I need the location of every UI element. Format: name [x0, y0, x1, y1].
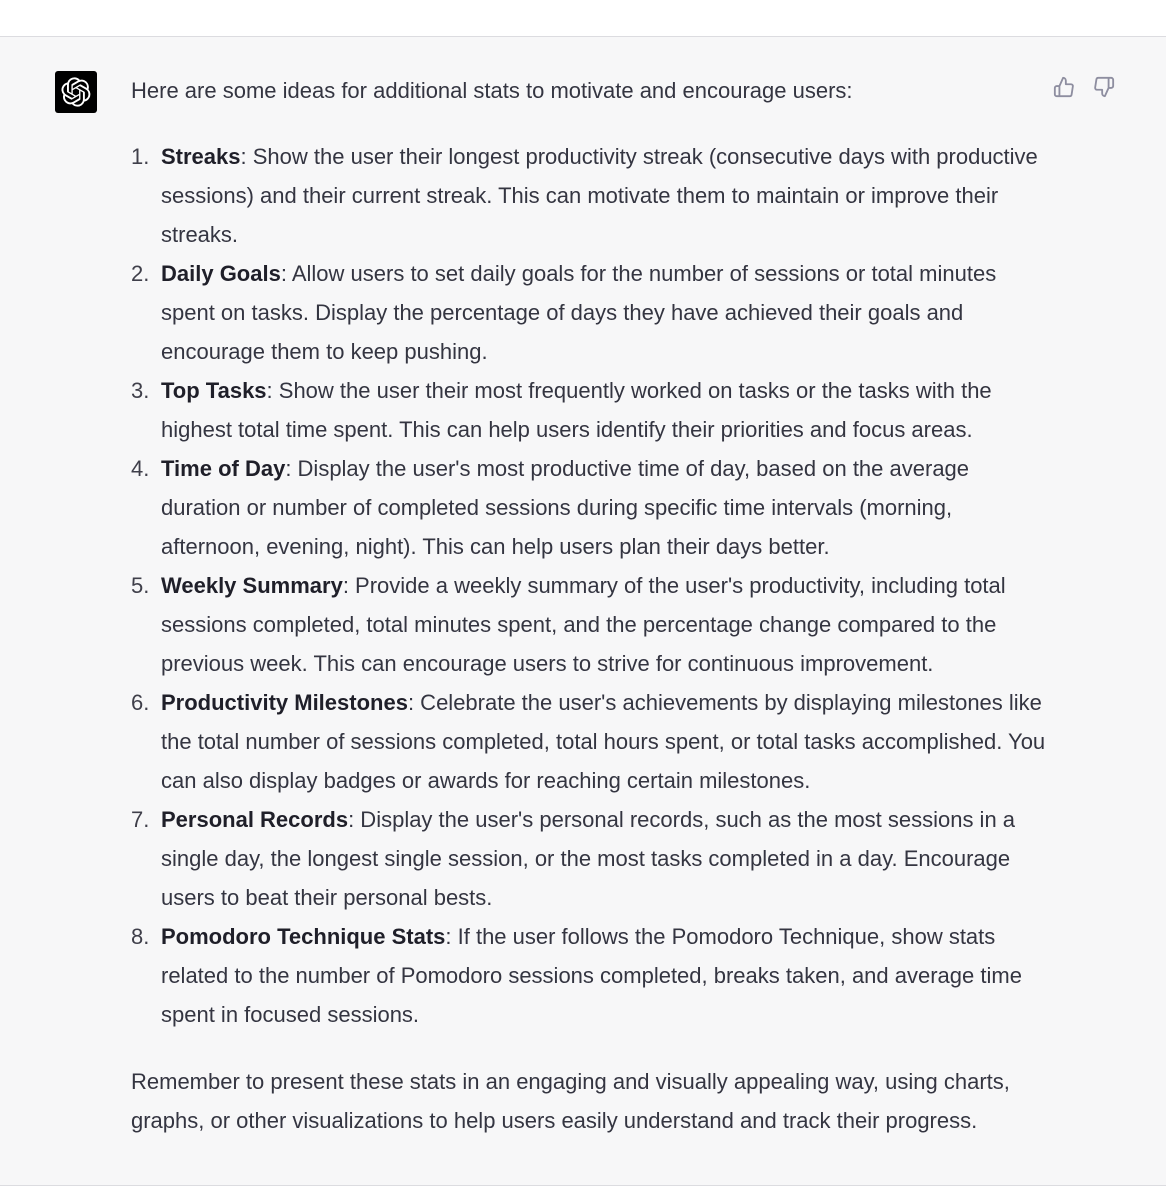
list-item-text: : Display the user's most productive time of day, based on the average duration or number of completed sessions during specific time intervals (morning, afternoon, evening, night). This can help users plan their days better.	[161, 456, 970, 559]
list-item	[131, 449, 1046, 566]
list-item-number: 3.	[131, 378, 150, 403]
message-intro: Here are some ideas for additional stats to motivate and encourage users:	[131, 78, 853, 103]
list-item-number: 6.	[131, 690, 150, 715]
top-spacer	[0, 0, 1166, 36]
list-item	[131, 566, 1046, 683]
list-item-text: : Display the user's personal records, such as the most sessions in a single day, the longest single session, or the most tasks completed in a day. Encourage users to beat their personal bests.	[161, 807, 1016, 910]
list-item-number: 7.	[131, 807, 150, 832]
list-item-text: : Show the user their most frequently worked on tasks or the tasks with the highest total time spent. This can help users identify their priorities and focus areas.	[161, 378, 992, 442]
list-item-number: 5.	[131, 573, 150, 598]
list-item-text: : Allow users to set daily goals for the number of sessions or total minutes spent on tasks. Display the percentage of days they have achieved their goals and encourage them to keep pushing.	[161, 261, 997, 364]
list-item	[131, 254, 1046, 371]
list-item-text: : Provide a weekly summary of the user's productivity, including total sessions completed, total minutes spent, and the percentage change compared to the previous week. This can encourage users to strive for continuous improvement.	[161, 573, 1006, 676]
list-item	[131, 917, 1046, 1034]
thumbs-down-icon	[1093, 76, 1115, 98]
list-item-title: Streaks	[161, 144, 241, 169]
list-item-number: 2.	[131, 261, 150, 286]
list-item-text: : Celebrate the user's achievements by displaying milestones like the total number of sessions completed, total hours spent, or total tasks accomplished. You can also display badges or awards for reaching certain milestones.	[161, 690, 1046, 793]
thumbs-up-button[interactable]	[1052, 75, 1076, 99]
feedback-buttons	[1052, 75, 1116, 99]
list-item-number: 4.	[131, 456, 150, 481]
bottom-spacer	[0, 1186, 1166, 1200]
list-item-number: 1.	[131, 144, 150, 169]
ideas-list	[131, 137, 1046, 1034]
list-item-title: Time of Day	[161, 456, 286, 481]
thumbs-up-icon	[1053, 76, 1075, 98]
list-item-title: Daily Goals	[161, 261, 281, 286]
thumbs-down-button[interactable]	[1092, 75, 1116, 99]
list-item-text: : Show the user their longest productivity streak (consecutive days with productive sessions) and their current streak. This can motivate them to maintain or improve their streaks.	[161, 144, 1038, 247]
list-item	[131, 683, 1046, 800]
openai-logo-icon	[61, 77, 91, 107]
list-item-number: 8.	[131, 924, 150, 949]
assistant-avatar	[55, 71, 97, 113]
list-item-title: Personal Records	[161, 807, 349, 832]
assistant-message	[0, 36, 1166, 1186]
list-item-title: Productivity Milestones	[161, 690, 408, 715]
message-outro: Remember to present these stats in an engaging and visually appealing way, using charts, graphs, or other visualizations to help users easily understand and track their progress.	[131, 1069, 1010, 1133]
message-content	[131, 71, 1046, 1140]
list-item-text: : If the user follows the Pomodoro Technique, show stats related to the number of Pomodoro sessions completed, breaks taken, and average time spent in focused sessions.	[161, 924, 1022, 1027]
list-item	[131, 137, 1046, 254]
list-item-title: Pomodoro Technique Stats	[161, 924, 446, 949]
list-item	[131, 800, 1046, 917]
list-item-title: Top Tasks	[161, 378, 267, 403]
list-item	[131, 371, 1046, 449]
list-item-title: Weekly Summary	[161, 573, 343, 598]
